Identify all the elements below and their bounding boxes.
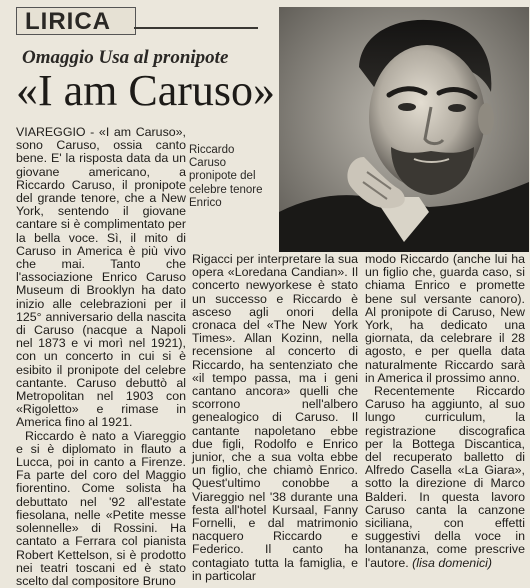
article-column-2 bbox=[192, 253, 358, 583]
photo-caption: Riccardo Caruso pronipote del celebre tenore Enrico bbox=[189, 144, 263, 209]
section-label bbox=[16, 7, 136, 35]
byline-signature: (lisa domenici) bbox=[412, 555, 493, 570]
section-rule bbox=[134, 27, 258, 29]
article-paragraph: modo Riccardo (anche lui ha un figlio che, guarda caso, si chiama Enrico e promette bene sul versante canoro). Al pronipote di Caruso, New York, ha dedicato una giornata, da celebrare il 28 agosto, e per quella data naturalmente Riccardo sarà in America il prossimo anno. bbox=[365, 252, 525, 385]
kicker: Omaggio Usa al pronipote bbox=[22, 47, 229, 68]
article-paragraph bbox=[16, 126, 186, 430]
portrait-image bbox=[279, 7, 529, 252]
section-label-text: LIRICA bbox=[25, 8, 111, 35]
paragraph-text: Recentemente Riccardo Caruso ha aggiunto, al suo lungo curriculum, la registrazione discografica per la Bottega Discantica, del recuperato balletto di Alfredo Casella «La Giara», sotto la direzione di Marco Balderi. In questa lavoro Caruso canta la canzone siciliana, con effetti suggestivi della voce in lontananza, come prescrive l'autore. bbox=[365, 384, 525, 570]
article-paragraph bbox=[365, 385, 525, 570]
paragraph-text: «I am Caruso», sono Caruso, ossia canto bene. E' la risposta data da un giovane americano, a Riccardo Caruso, il pronipote del grande tenore, che a New York, sentendo il giovane cantare si è complimentato per la bella voce. Sì, il mito di Caruso in America è più vivo che mai. Tanto che l'associazione Enrico Caruso Museum di Brooklyn ha dato inizio alle celebrazioni per il 125° anniversario della nascita di Caruso (nacque a Napoli nel 1873 e vi morì nel 1921), con un concerto in cui si è esibito il pronipote del celebre cantante. Caruso debuttò al Metropolitan nel 1903 con «Rigoletto» e rimase in America fino al 1921. bbox=[16, 125, 186, 430]
portrait-photo bbox=[279, 7, 529, 252]
article-column-3 bbox=[365, 253, 525, 570]
dateline: VIAREGGIO - bbox=[16, 125, 95, 139]
article-paragraph: Rigacci per interpretare la sua opera «Loredana Candian». Il concerto newyorkese è stato un successo e Riccardo è asceso agli onori della cronaca del «The New York Times». Allan Kozinn, nella recensione al concerto di Riccardo, ha sentenziato che «il tempo passa, ma i geni cantano ancora» quelli che scorrono nell'albero genealogico di Caruso. Il cantante napoletano ebbe due figli, Rodolfo e Enrico junior, che a sua volta ebbe un figlio, che chiamò Enrico. Quest'ultimo conobbe a Viareggio nel '38 durante una festa all'hotel Kursaal, Fanny Fornelli, e dal matrimonio nacquero Riccardo e Federico. Il canto ha contagiato tutta la famiglia, e in particolar bbox=[192, 252, 358, 583]
article-paragraph: Riccardo è nato a Viareggio e si è diplomato in flauto a Lucca, poi in canto a Firenze. Fa parte del coro del Maggio fiorentino. Come solista ha debuttato nel '92 all'estate fiesolana, nelle «Petite messe solennelle» di Rossini. Ha cantato a Ferrara col pianista Robert Kettelson, si è prodotto nei teatri toscani ed è stato scelto dal compositore Bruno bbox=[16, 428, 186, 588]
article-column-1 bbox=[16, 126, 186, 588]
headline: «I am Caruso» bbox=[16, 66, 276, 115]
